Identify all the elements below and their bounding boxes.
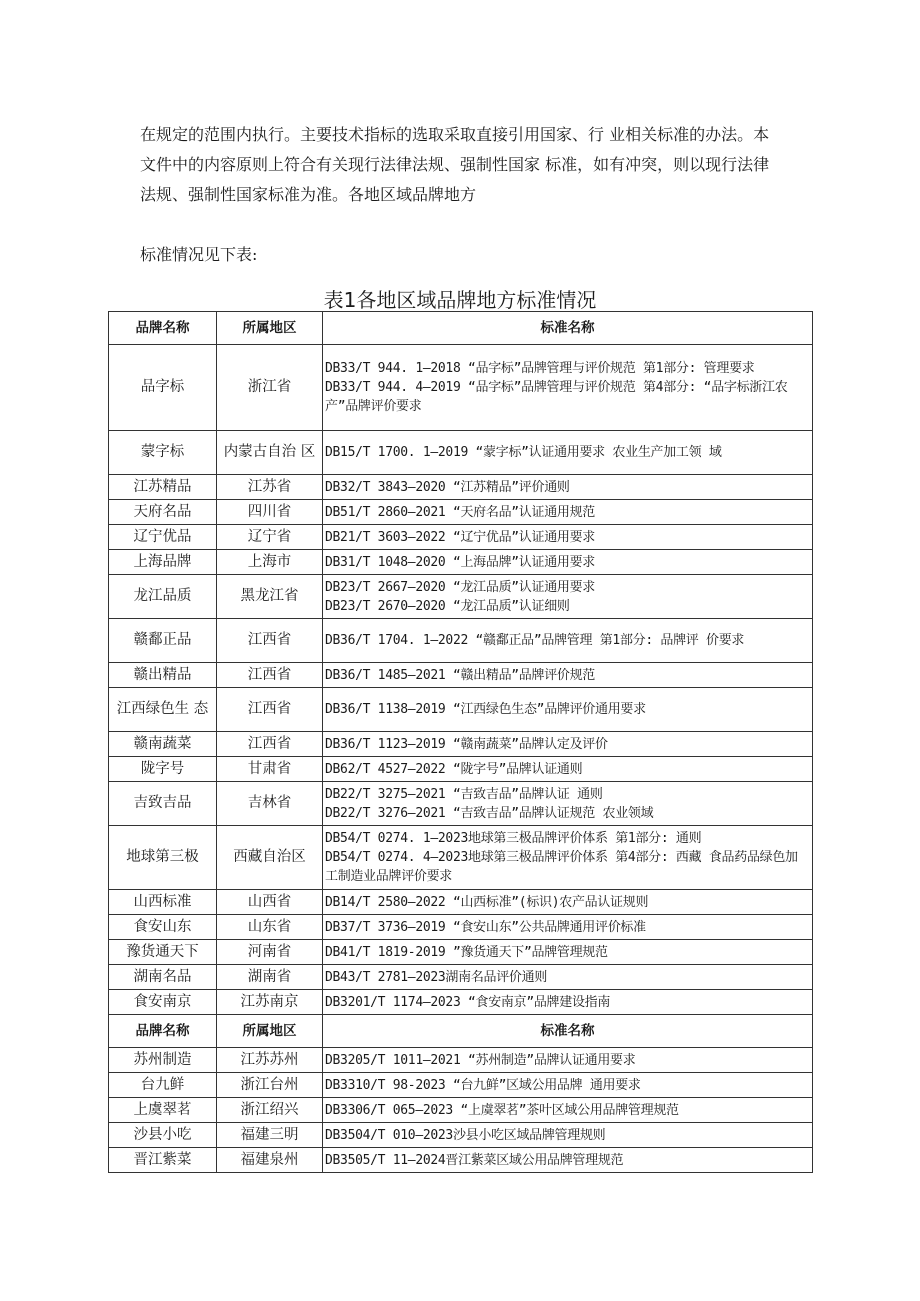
region-cell: 西藏自治区 — [217, 826, 323, 890]
standard-name-cell — [323, 431, 813, 475]
standard-name-cell — [323, 550, 813, 575]
standard-entry: DB54/T 0274. 1—2023地球第三极品牌评价体系 第1部分: 通则 — [325, 831, 702, 846]
brand-name-cell: 赣南蔬菜 — [109, 732, 217, 757]
brand-name-cell: 山西标准 — [109, 890, 217, 915]
table-row — [109, 575, 813, 619]
table-row — [109, 1098, 813, 1123]
standard-name-cell — [323, 1073, 813, 1098]
table-row — [109, 550, 813, 575]
standard-name-cell — [323, 525, 813, 550]
standard-entry: DB36/T 1123—2019 “赣南蔬菜”品牌认定及评价 — [325, 736, 608, 752]
table-row — [109, 732, 813, 757]
brand-name-cell: 赣鄱正品 — [109, 619, 217, 663]
table-row — [109, 1123, 813, 1148]
standard-name-cell — [323, 345, 813, 431]
brand-name-cell: 台九鲜 — [109, 1073, 217, 1098]
standard-name-cell — [323, 890, 813, 915]
region-cell: 江苏苏州 — [217, 1048, 323, 1073]
region-cell: 浙江台州 — [217, 1073, 323, 1098]
standard-name-cell — [323, 1098, 813, 1123]
table-header-row — [109, 312, 813, 345]
paragraph-line: 文件中的内容原则上符合有关现行法律法规、强制性国家 标准，如有冲突，则以现行法律 — [140, 155, 770, 174]
table-row — [109, 500, 813, 525]
standard-entry: DB36/T 1138—2019 “江西绿色生态”品牌评价通用要求 — [325, 702, 646, 717]
standard-name-cell — [323, 915, 813, 940]
standard-entry: DB3306/T 065—2023 “上虞翠茗”茶叶区域公用品牌管理规范 — [325, 1102, 679, 1118]
table-row — [109, 663, 813, 688]
region-cell: 内蒙古自治 区 — [217, 431, 323, 475]
region-cell: 浙江绍兴 — [217, 1098, 323, 1123]
table-row — [109, 915, 813, 940]
region-cell: 江西省 — [217, 732, 323, 757]
standard-entry: DB23/T 2670—2020 “龙江品质”认证细则 — [325, 598, 570, 614]
standard-entry: DB36/T 1704. 1—2022 “赣鄱正品”品牌管理 第1部分: 品牌评 价要求 — [325, 633, 745, 648]
table-row — [109, 619, 813, 663]
brand-name-cell: 沙县小吃 — [109, 1123, 217, 1148]
column-header: 标准名称 — [323, 312, 813, 345]
region-cell: 四川省 — [217, 500, 323, 525]
brand-name-cell: 晋江紫菜 — [109, 1148, 217, 1173]
table-row — [109, 826, 813, 890]
standard-entry: DB33/T 944. 4—2019 “品字标”品牌管理与评价规范 第4部分: “品字标浙江农产”品牌评价要求 — [325, 380, 788, 414]
table-row — [109, 688, 813, 732]
standard-name-cell — [323, 757, 813, 782]
brand-name-cell: 龙江品质 — [109, 575, 217, 619]
standard-entry: DB15/T 1700. 1—2019 “蒙字标”认证通用要求 农业生产加工领 域 — [325, 445, 722, 460]
standard-entry: DB43/T 2781—2023湖南名品评价通则 — [325, 969, 548, 985]
paragraph-line: 标准情况见下表: — [140, 245, 258, 264]
region-cell: 江西省 — [217, 663, 323, 688]
region-cell: 吉林省 — [217, 782, 323, 826]
brand-name-cell: 食安南京 — [109, 990, 217, 1015]
region-cell: 浙江省 — [217, 345, 323, 431]
region-cell: 山东省 — [217, 915, 323, 940]
standard-name-cell — [323, 475, 813, 500]
table-row — [109, 782, 813, 826]
standard-name-cell — [323, 826, 813, 890]
table-row — [109, 965, 813, 990]
brand-name-cell: 食安山东 — [109, 915, 217, 940]
standard-entry: DB51/T 2860—2021 “天府名品”认证通用规范 — [325, 504, 596, 520]
standard-entry: DB3201/T 1174—2023 “食安南京”品牌建设指南 — [325, 994, 611, 1010]
standard-name-cell — [323, 1123, 813, 1148]
table-row — [109, 1148, 813, 1173]
region-cell: 江苏南京 — [217, 990, 323, 1015]
region-cell: 上海市 — [217, 550, 323, 575]
brand-name-cell: 地球第三极 — [109, 826, 217, 890]
column-header: 品牌名称 — [109, 1015, 217, 1048]
standard-name-cell — [323, 732, 813, 757]
standard-name-cell — [323, 1048, 813, 1073]
standard-name-cell — [323, 575, 813, 619]
table-row — [109, 990, 813, 1015]
standard-entry: DB14/T 2580—2022 “山西标准”(标识)农产品认证规则 — [325, 894, 649, 910]
brand-name-cell: 江苏精品 — [109, 475, 217, 500]
table-header-row — [109, 1015, 813, 1048]
brand-name-cell: 上海品牌 — [109, 550, 217, 575]
brand-name-cell: 上虞翠茗 — [109, 1098, 217, 1123]
standard-name-cell — [323, 782, 813, 826]
table-row — [109, 890, 813, 915]
region-cell: 江西省 — [217, 619, 323, 663]
region-cell: 山西省 — [217, 890, 323, 915]
brand-name-cell: 品字标 — [109, 345, 217, 431]
standard-entry: DB37/T 3736—2019 “食安山东”公共品牌通用评价标准 — [325, 919, 646, 935]
intro-paragraph-end — [140, 240, 815, 270]
table-row — [109, 757, 813, 782]
standard-entry: DB33/T 944. 1—2018 “品字标”品牌管理与评价规范 第1部分: 管理要求 — [325, 361, 755, 376]
standards-table — [108, 311, 813, 1173]
column-header: 品牌名称 — [109, 312, 217, 345]
standard-entry: DB3504/T 010—2023沙县小吃区域品牌管理规则 — [325, 1127, 606, 1143]
brand-name-cell: 豫货通天下 — [109, 940, 217, 965]
standard-name-cell — [323, 619, 813, 663]
standard-name-cell — [323, 990, 813, 1015]
column-header: 所属地区 — [217, 312, 323, 345]
brand-name-cell: 赣出精品 — [109, 663, 217, 688]
standard-entry: DB41/T 1819-2019 ”豫货通天下”品牌管理规范 — [325, 944, 608, 960]
region-cell: 湖南省 — [217, 965, 323, 990]
table-row — [109, 475, 813, 500]
region-cell: 黑龙江省 — [217, 575, 323, 619]
region-cell: 江西省 — [217, 688, 323, 732]
region-cell: 辽宁省 — [217, 525, 323, 550]
standard-entry: DB3505/T 11—2024晋江紫菜区域公用品牌管理规范 — [325, 1152, 624, 1168]
standard-entry: DB23/T 2667—2020 “龙江品质”认证通用要求 — [325, 579, 596, 595]
standard-entry: DB22/T 3275—2021 “吉致吉品”品牌认证 通则 — [325, 786, 603, 802]
paragraph-line: 在规定的范围内执行。主要技术指标的选取采取直接引用国家、行 业相关标准的办法。本 — [140, 125, 770, 144]
column-header: 所属地区 — [217, 1015, 323, 1048]
table-row — [109, 1073, 813, 1098]
standard-entry: DB54/T 0274. 4—2023地球第三极品牌评价体系 第4部分: 西藏 食品药品绿色加工制造业品牌评价要求 — [325, 850, 798, 884]
standard-entry: DB31/T 1048—2020 “上海品牌”认证通用要求 — [325, 554, 596, 570]
standard-name-cell — [323, 688, 813, 732]
standard-entry: DB62/T 4527—2022 “陇字号”品牌认证通则 — [325, 761, 583, 777]
brand-name-cell: 江西绿色生 态 — [109, 688, 217, 732]
standard-name-cell — [323, 663, 813, 688]
standard-name-cell — [323, 965, 813, 990]
table-row — [109, 940, 813, 965]
brand-name-cell: 辽宁优品 — [109, 525, 217, 550]
table-row — [109, 345, 813, 431]
paragraph-line: 法规、强制性国家标准为准。各地区域品牌地方 — [140, 185, 477, 204]
standard-entry: DB32/T 3843—2020 “江苏精品”评价通则 — [325, 479, 570, 495]
region-cell: 福建泉州 — [217, 1148, 323, 1173]
region-cell: 甘肃省 — [217, 757, 323, 782]
standard-entry: DB3310/T 98-2023 “台九鲜”区域公用品牌 通用要求 — [325, 1077, 641, 1093]
table-row — [109, 431, 813, 475]
brand-name-cell: 陇字号 — [109, 757, 217, 782]
table-caption: 表1各地区域品牌地方标准情况 — [323, 288, 597, 312]
region-cell: 福建三明 — [217, 1123, 323, 1148]
column-header: 标准名称 — [323, 1015, 813, 1048]
region-cell: 河南省 — [217, 940, 323, 965]
standard-name-cell — [323, 1148, 813, 1173]
table-row — [109, 525, 813, 550]
brand-name-cell: 苏州制造 — [109, 1048, 217, 1073]
brand-name-cell: 天府名品 — [109, 500, 217, 525]
intro-paragraph — [140, 120, 815, 210]
standard-entry: DB3205/T 1011—2021 “苏州制造”品牌认证通用要求 — [325, 1052, 636, 1068]
standard-name-cell — [323, 500, 813, 525]
standard-entry: DB36/T 1485—2021 “赣出精品”品牌评价规范 — [325, 667, 596, 683]
brand-name-cell: 湖南名品 — [109, 965, 217, 990]
standard-name-cell — [323, 940, 813, 965]
table-row — [109, 1048, 813, 1073]
brand-name-cell: 蒙字标 — [109, 431, 217, 475]
region-cell: 江苏省 — [217, 475, 323, 500]
brand-name-cell: 吉致吉品 — [109, 782, 217, 826]
standard-entry: DB21/T 3603—2022 “辽宁优品”认证通用要求 — [325, 529, 596, 545]
standard-entry: DB22/T 3276—2021 “吉致吉品”品牌认证规范 农业领域 — [325, 805, 654, 821]
